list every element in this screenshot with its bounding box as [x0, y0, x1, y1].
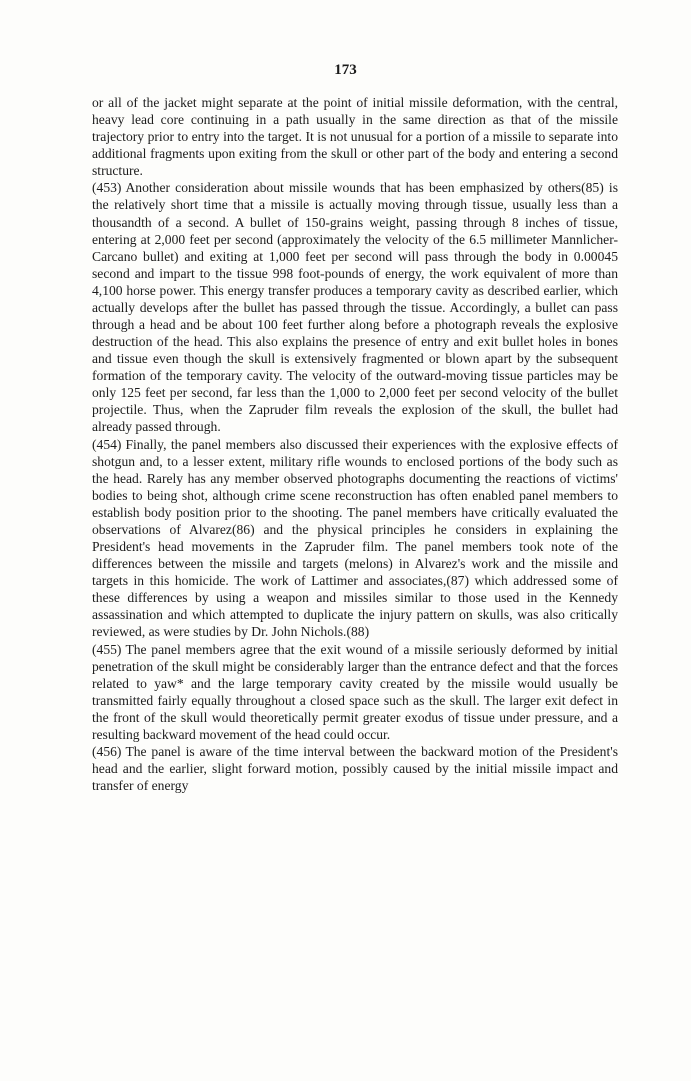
body-text: [92, 94, 618, 794]
paragraph-text: Finally, the panel members also discussed their experiences with the explosive effects of shotgun and, to a lesser extent, military rifle wounds to enclosed portions of the body such as the head. Rarely has any member observed photographs documenting the reactions of victims' bodies to being shot, although crime scene reconstruction has often enabled panel members to establish body position prior to the shooting. The panel members have critically evaluated the observations of Alvarez(86) and the physical principles he considers in explaining the President's head movements in the Zapruder film. The panel members took note of the differences between the missile and targets (melons) in Alvarez's work and the missile and targets in this homicide. The work of Lattimer and associates,(87) which addressed some of these differences by using a weapon and missiles similar to those used in the Kennedy assassination and which attempted to duplicate the injury pattern on skulls, was also critically reviewed, as were studies by Dr. John Nichols.(88): [92, 436, 618, 640]
paragraph-text: Another consideration about missile wounds that has been emphasized by others(85) is the relatively short time that a missile is actually moving through tissue, usually less than a thousandth of a second. A bullet of 150-grains weight, passing through 8 inches of tissue, entering at 2,000 feet per second (approximately the velocity of the 6.5 millimeter Mannlicher-Carcano bullet) and exiting at 1,000 feet per second will pass through the body in 0.00045 second and impart to the tissue 998 foot-pounds of energy, the work equivalent of more than 4,100 horse power. This energy transfer produces a temporary cavity as described earlier, which actually develops after the bullet has passed through the tissue. Accordingly, a bullet can pass through a head and be about 100 feet further along before a photograph reveals the explosive destruction of the head. This also explains the presence of entry and exit bullet holes in bones and tissue even though the skull is extensively fragmented or blown apart by the subsequent formation of the temporary cavity. The velocity of the outward-moving tissue particles may be only 125 feet per second, far less than the 1,000 to 2,000 feet per second velocity of the bullet projectile. Thus, when the Zapruder film reveals the explosion of the skull, the bullet had already passed through.: [92, 180, 618, 435]
paragraph-454: [92, 436, 618, 641]
paragraph-number: (453): [92, 180, 122, 196]
paragraph-text: or all of the jacket might separate at the point of initial missile deformation, with the central, heavy lead core continuing in a path usually in the same direction as that of the missile trajectory prior to entry into the target. It is not unusual for a portion of a missile to separate into additional fragments upon exiting from the skull or other part of the body and entering a second structure.: [92, 95, 618, 179]
paragraph-continuation: [92, 94, 618, 179]
paragraph-text: The panel is aware of the time interval between the backward motion of the President's head and the earlier, slight forward motion, possibly caused by the initial missile impact and transfer of energy: [92, 743, 618, 794]
paragraph-number: (455): [92, 641, 122, 657]
paragraph-453: [92, 179, 618, 435]
paragraph-text: The panel members agree that the exit wound of a missile seriously deformed by initial penetration of the skull might be considerably larger than the entrance defect and that the forces related to yaw* and the large temporary cavity created by the missile would usually be transmitted fairly equally throughout a closed space such as the skull. The larger exit defect in the front of the skull would theoretically permit greater exodus of tissue under pressure, and a resulting backward movement of the head could occur.: [92, 641, 618, 742]
paragraph-number: (456): [92, 743, 122, 759]
paragraph-455: [92, 641, 618, 743]
paragraph-number: (454): [92, 436, 122, 452]
page-number: 173: [334, 62, 357, 78]
paragraph-456: [92, 743, 618, 794]
